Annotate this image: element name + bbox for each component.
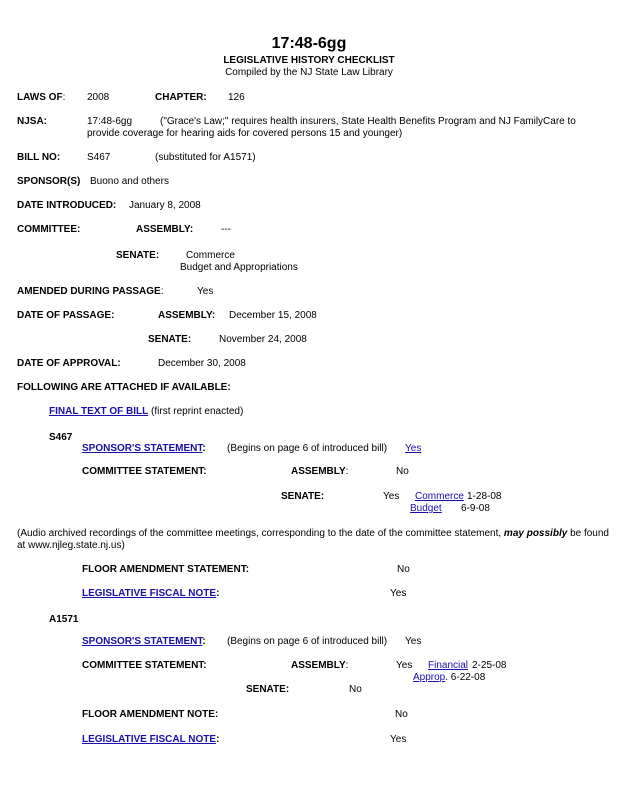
a1571-sponsor-statement-link[interactable]: SPONSOR'S STATEMENT xyxy=(82,636,203,647)
s467-assembly-value: No xyxy=(396,466,409,477)
a1571-approp-link[interactable]: Approp xyxy=(413,672,446,683)
bill-no-value: S467 xyxy=(87,152,111,163)
s467-senate-value: Yes xyxy=(383,491,400,502)
a1571-senate-label: SENATE: xyxy=(246,684,290,695)
s467-sponsor-note: (Begins on page 6 of introduced bill) xyxy=(227,443,388,454)
a1571-sponsor-value: Yes xyxy=(405,636,422,647)
a1571-label: A1571 xyxy=(49,614,79,625)
a1571-fiscal-note-row xyxy=(82,734,219,746)
laws-of-colon: : xyxy=(62,92,66,103)
a1571-assembly-label-group: ASSEMBLY: xyxy=(291,660,349,671)
bill-no-note: (substituted for A1571) xyxy=(155,152,256,163)
a1571-assembly-label: ASSEMBLY xyxy=(291,660,346,671)
sponsors-value: Buono and others xyxy=(90,176,169,187)
committee-senate-label: SENATE: xyxy=(116,250,160,261)
final-text-note: (first reprint enacted) xyxy=(151,406,244,417)
date-introduced-value: January 8, 2008 xyxy=(129,200,201,211)
s467-fiscal-value: Yes xyxy=(390,588,407,599)
s467-label: S467 xyxy=(49,432,73,443)
passage-senate-label: SENATE: xyxy=(148,334,192,345)
a1571-financial-link[interactable]: Financial xyxy=(428,660,469,671)
a1571-fiscal-value: Yes xyxy=(390,734,407,745)
compiled-by: Compiled by the NJ State Law Library xyxy=(225,67,393,78)
s467-fiscal-note-row xyxy=(82,588,219,600)
passage-label: DATE OF PASSAGE: xyxy=(17,310,115,321)
a1571-senate-value: No xyxy=(349,684,362,695)
a1571-assembly-value: Yes xyxy=(396,660,413,671)
a1571-committee-label: COMMITTEE STATEMENT: xyxy=(82,660,207,671)
laws-of-value: 2008 xyxy=(87,92,110,103)
audio-note-line1 xyxy=(17,528,609,540)
s467-commerce-link[interactable]: Commerce xyxy=(415,491,464,502)
s467-sponsor-statement-row xyxy=(82,443,206,455)
amended-value: Yes xyxy=(197,286,214,297)
final-text-row xyxy=(49,406,243,418)
audio-note-pre: (Audio archived recordings of the committee meetings, corresponding to the date of the committee statement, xyxy=(17,528,502,539)
committee-label: COMMITTEE: xyxy=(17,224,81,235)
a1571-fiscal-colon: : xyxy=(216,734,220,745)
a1571-financial-date: 2-25-08 xyxy=(472,660,507,671)
committee-assembly-label: ASSEMBLY: xyxy=(136,224,194,235)
final-text-link[interactable]: FINAL TEXT OF BILL xyxy=(49,406,149,417)
s467-fiscal-note-link[interactable]: LEGISLATIVE FISCAL NOTE xyxy=(82,588,217,599)
a1571-sponsor-statement-row xyxy=(82,636,206,648)
passage-assembly-value: December 15, 2008 xyxy=(229,310,317,321)
njsa-description-line1: ("Grace's Law;" requires health insurers, State Health Benefits Program and NJ FamilyCare to xyxy=(160,116,576,127)
amended-label-group xyxy=(17,286,164,298)
approval-label: DATE OF APPROVAL: xyxy=(17,358,121,369)
s467-budget-date: 6-9-08 xyxy=(461,503,490,514)
s467-sponsor-colon: : xyxy=(202,443,206,454)
a1571-sponsor-note: (Begins on page 6 of introduced bill) xyxy=(227,636,388,647)
s467-assembly-label-group: ASSEMBLY: xyxy=(291,466,349,477)
s467-sponsor-statement-link[interactable]: SPONSOR'S STATEMENT xyxy=(82,443,203,454)
njsa-description-line2: provide coverage for hearing aids for covered persons 15 and younger) xyxy=(87,128,403,139)
s467-assembly-label: ASSEMBLY xyxy=(291,466,346,477)
s467-budget-link[interactable]: Budget xyxy=(410,503,442,514)
s467-floor-label: FLOOR AMENDMENT STATEMENT: xyxy=(82,564,250,575)
a1571-sponsor-colon: : xyxy=(202,636,206,647)
committee-senate-value1: Commerce xyxy=(186,250,235,261)
chapter-value: 126 xyxy=(228,92,245,103)
bill-no-label: BILL NO: xyxy=(17,152,61,163)
s467-sponsor-yes-link[interactable]: Yes xyxy=(405,443,422,454)
a1571-approp-row xyxy=(413,672,485,684)
committee-senate-value2: Budget and Appropriations xyxy=(180,262,298,273)
approval-value: December 30, 2008 xyxy=(158,358,246,369)
s467-commerce-date: 1-28-08 xyxy=(467,491,502,502)
committee-assembly-value: --- xyxy=(221,224,231,235)
a1571-floor-label: FLOOR AMENDMENT NOTE: xyxy=(82,709,219,720)
attached-heading: FOLLOWING ARE ATTACHED IF AVAILABLE: xyxy=(17,382,231,393)
page-title: 17:48-6gg xyxy=(271,35,347,52)
a1571-floor-value: No xyxy=(395,709,408,720)
s467-floor-value: No xyxy=(397,564,410,575)
s467-committee-label: COMMITTEE STATEMENT: xyxy=(82,466,207,477)
s467-senate-label: SENATE: xyxy=(281,491,325,502)
amended-label: AMENDED DURING PASSAGE xyxy=(17,286,161,297)
page-subtitle: LEGISLATIVE HISTORY CHECKLIST xyxy=(223,55,395,66)
njsa-label: NJSA: xyxy=(17,116,48,127)
laws-of-label-group xyxy=(17,92,65,104)
audio-note-emphasis: may possibly xyxy=(503,528,568,539)
amended-colon: : xyxy=(160,286,164,297)
s467-fiscal-colon: : xyxy=(216,588,220,599)
sponsors-label: SPONSOR(S) xyxy=(17,176,81,187)
a1571-approp-date: . 6-22-08 xyxy=(445,672,486,683)
passage-assembly-label: ASSEMBLY: xyxy=(158,310,216,321)
date-introduced-label: DATE INTRODUCED: xyxy=(17,200,117,211)
laws-of-label: LAWS OF xyxy=(17,92,63,103)
a1571-fiscal-note-link[interactable]: LEGISLATIVE FISCAL NOTE xyxy=(82,734,217,745)
passage-senate-value: November 24, 2008 xyxy=(219,334,307,345)
audio-note-line2: at www.njleg.state.nj.us) xyxy=(17,540,125,551)
chapter-label: CHAPTER: xyxy=(155,92,207,103)
audio-note-post: be found xyxy=(570,528,609,539)
njsa-value: 17:48-6gg xyxy=(87,116,133,127)
